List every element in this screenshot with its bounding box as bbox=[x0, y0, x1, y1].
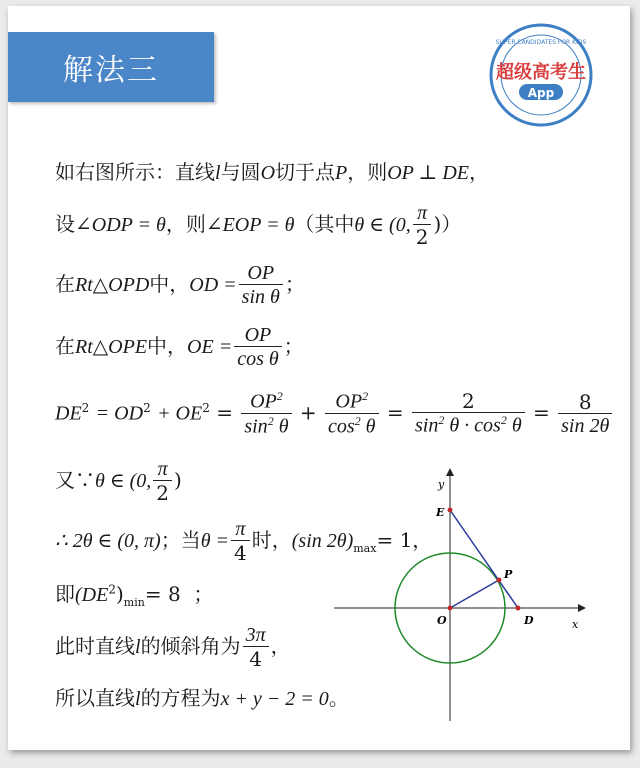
label-y: y bbox=[438, 478, 445, 491]
point-d bbox=[516, 606, 521, 611]
app-logo bbox=[486, 20, 596, 130]
line-2: 设∠ODP = θ，则∠EOP = θ（其中θ ∈ (0, $\frac{\pi}{2}$ )） bbox=[55, 202, 462, 249]
point-p bbox=[497, 578, 502, 583]
label-x: x bbox=[572, 618, 579, 631]
line-10: 所以直线l的方程为x + y − 2 = 0。 bbox=[55, 686, 349, 710]
line-1: 如右图所示：直线l与圆O切于点P，则OP ⊥ DE， bbox=[55, 160, 490, 184]
logo-main-text: 超级高考生 bbox=[496, 62, 586, 83]
logo-ring-text: SUPER CANDIDATES FOR KIDS bbox=[495, 39, 587, 46]
point-o bbox=[448, 606, 453, 611]
logo-sub-text: App bbox=[527, 86, 555, 100]
line-6: 又∵θ ∈ (0, $\frac{\pi}{2}$ ) bbox=[55, 458, 182, 505]
label-p: P bbox=[504, 568, 513, 581]
geometry-diagram bbox=[334, 466, 594, 736]
label-e: E bbox=[436, 506, 445, 519]
line-4: 在Rt△OPE中，OE = $\frac{OP}{\text{cos θ}}$ ； bbox=[55, 324, 304, 370]
solution-card bbox=[8, 6, 630, 750]
section-title: 解法三 bbox=[8, 32, 214, 102]
segment-op bbox=[450, 580, 499, 608]
line-3: 在Rt△OPD中，OD = $\frac{OP}{\text{sin θ}}$ ； bbox=[55, 262, 305, 308]
line-9: 此时直线l的倾斜角为 $\frac{3\pi}{4}$ ， bbox=[55, 624, 291, 671]
tangent-line-de bbox=[450, 510, 518, 608]
line-8: 即$(DE^2)_{min}= 8$ ； bbox=[55, 582, 214, 609]
label-d: D bbox=[524, 614, 534, 627]
point-e bbox=[448, 508, 453, 513]
label-o: O bbox=[437, 614, 447, 627]
line-7: ∴ 2θ ∈ (0, π)；当θ = $\frac{\pi}{4}$ 时，(sin $2\theta)_{max}= 1$， bbox=[55, 518, 433, 565]
line-5: $DE^2 = OD^2 + OE^2$ = $\frac{OP^2}{\sin^2 \theta}$ + $\frac{OP^2}{\cos^2 \theta}$ = $\frac{2}{\sin^2 \theta \cdot \cos^2 \theta}$ = $\frac{8}{\sin 2\theta}$ bbox=[55, 390, 614, 438]
